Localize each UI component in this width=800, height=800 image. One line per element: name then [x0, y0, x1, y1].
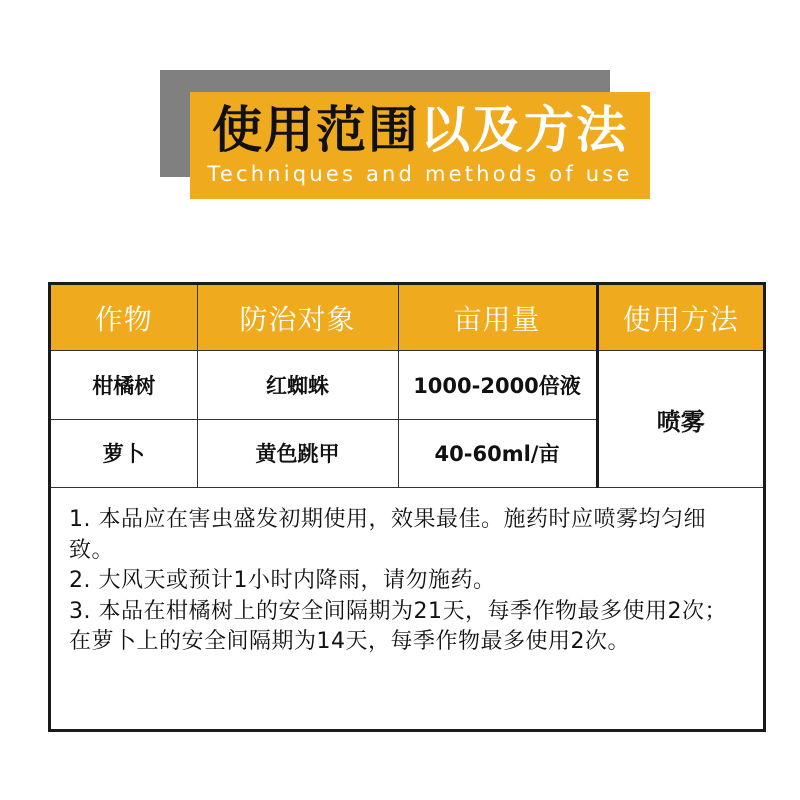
table-row — [51, 351, 763, 419]
table-header-row — [51, 285, 763, 351]
header-target: 防治对象 — [197, 285, 398, 351]
header-crop: 作物 — [51, 285, 197, 351]
usage-notes — [69, 505, 739, 658]
note-item-3: 3. 本品在柑橘树上的安全间隔期为21天，每季作物最多使用2次；在萝卜上的安全间隔期为14天，每季作物最多使用2次。 — [69, 598, 727, 654]
cell-dosage: 40-60ml/亩 — [398, 419, 597, 487]
header-method: 使用方法 — [597, 285, 763, 351]
note-item-1: 1. 本品应在害虫盛发初期使用，效果最佳。施药时应喷雾均匀细致。 — [69, 507, 706, 563]
cell-target: 黄色跳甲 — [197, 419, 398, 487]
usage-panel — [48, 282, 766, 732]
title-chinese-part1: 使用范围 — [212, 101, 420, 159]
cell-method: 喷雾 — [597, 351, 763, 488]
cell-crop: 萝卜 — [51, 419, 197, 487]
cell-dosage: 1000-2000倍液 — [398, 351, 597, 419]
title-chinese-part2: 以及方法 — [420, 101, 628, 159]
title-chinese — [190, 98, 650, 162]
cell-target: 红蜘蛛 — [197, 351, 398, 419]
title-english: Techniques and methods of use — [207, 162, 633, 186]
header-dosage: 亩用量 — [398, 285, 597, 351]
note-item-2: 2. 大风天或预计1小时内降雨，请勿施药。 — [69, 568, 496, 593]
title-banner — [190, 92, 650, 199]
cell-crop: 柑橘树 — [51, 351, 197, 419]
usage-table — [51, 285, 763, 488]
